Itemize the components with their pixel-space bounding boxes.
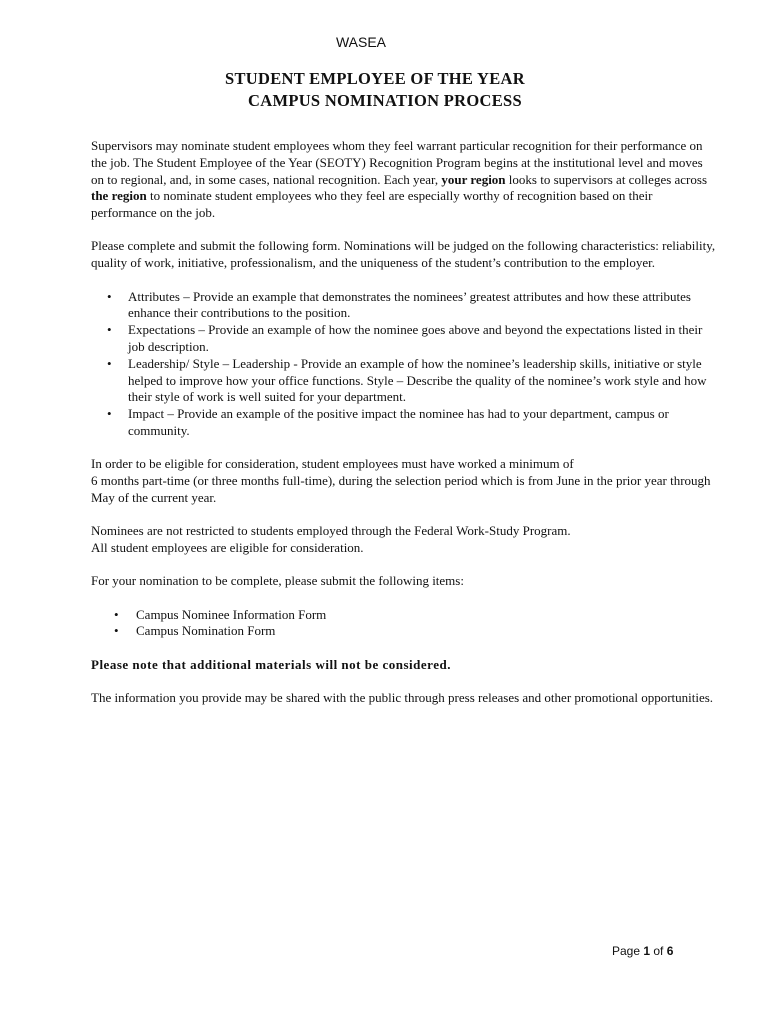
criteria-item-impact: • Impact – Provide an example of the positive impact the nominee has had to your department, campus or community. (91, 406, 716, 440)
nominees-line-2: All student employees are eligible for consideration. (91, 539, 364, 555)
criteria-item-leadership-style: • Leadership/ Style – Leadership - Provide an example of how the nominee’s leadership skills, initiative or style helped to improve how your office functions. Style – Describe the quality of the nominee’s work style and how their style of work is well suited for your department. (91, 356, 716, 406)
criteria-item-expectations: • Expectations – Provide an example of how the nominee goes above and beyond the expectations listed in their job description. (91, 322, 716, 356)
intro-text-2: looks to supervisors at colleges across (505, 171, 708, 187)
header-organization: WASEA (335, 34, 387, 50)
document-body (91, 138, 716, 723)
criteria-list (91, 289, 716, 440)
required-item-nominee-info-form: • Campus Nominee Information Form (91, 607, 716, 624)
eligibility-line-1: In order to be eligible for consideration, student employees must have worked a minimum of (91, 456, 574, 472)
required-items-list (91, 607, 716, 641)
complete-intro-paragraph: For your nomination to be complete, please submit the following items: (91, 573, 464, 589)
required-item-nomination-form: • Campus Nomination Form (91, 623, 716, 640)
page-of-label: of (650, 944, 667, 958)
eligibility-paragraph (91, 456, 716, 506)
eligibility-line-2: 6 months part-time (or three months full-time), during the selection period which is from June in the prior year through May of the current year. (91, 473, 711, 505)
intro-emphasis-the-region: the region (91, 188, 147, 204)
title-line-2: CAMPUS NOMINATION PROCESS (248, 91, 522, 110)
page-label: Page (612, 944, 644, 958)
intro-text-3: to nominate student employees who they feel are especially worthy of recognition based on their performance on the job. (91, 188, 653, 221)
sharing-paragraph: The information you provide may be shared with the public through press releases and other promotional opportunities. (91, 689, 714, 705)
page-number (612, 944, 673, 958)
total-pages: 6 (666, 944, 674, 958)
instructions-paragraph: Please complete and submit the following form. Nominations will be judged on the following characteristics: reliability, quality of work, initiative, professionalism, and the uniqueness of the student’s contribution to the employer. (91, 238, 716, 271)
nominees-line-1: Nominees are not restricted to students employed through the Federal Work-Study Program. (91, 523, 571, 539)
intro-emphasis-region: your region (441, 171, 506, 187)
intro-text-1: Supervisors may nominate student employees whom they feel warrant particular recognition for their performance on the job. The Student Employee of the Year (SEOTY) Recognition Program begins at the institutional level and moves on to regional, and, in some cases, national recognition. Each year, (91, 138, 703, 187)
criteria-item-attributes: • Attributes – Provide an example that demonstrates the nominees’ greatest attributes and how these attributes enhance their contributions to the position. (91, 289, 716, 323)
intro-paragraph (91, 138, 716, 222)
title-line-1: STUDENT EMPLOYEE OF THE YEAR (225, 69, 525, 88)
additional-materials-note: Please note that additional materials will not be considered. (91, 656, 451, 672)
nominees-paragraph (91, 523, 716, 557)
current-page: 1 (643, 944, 651, 958)
document-title (0, 68, 750, 112)
